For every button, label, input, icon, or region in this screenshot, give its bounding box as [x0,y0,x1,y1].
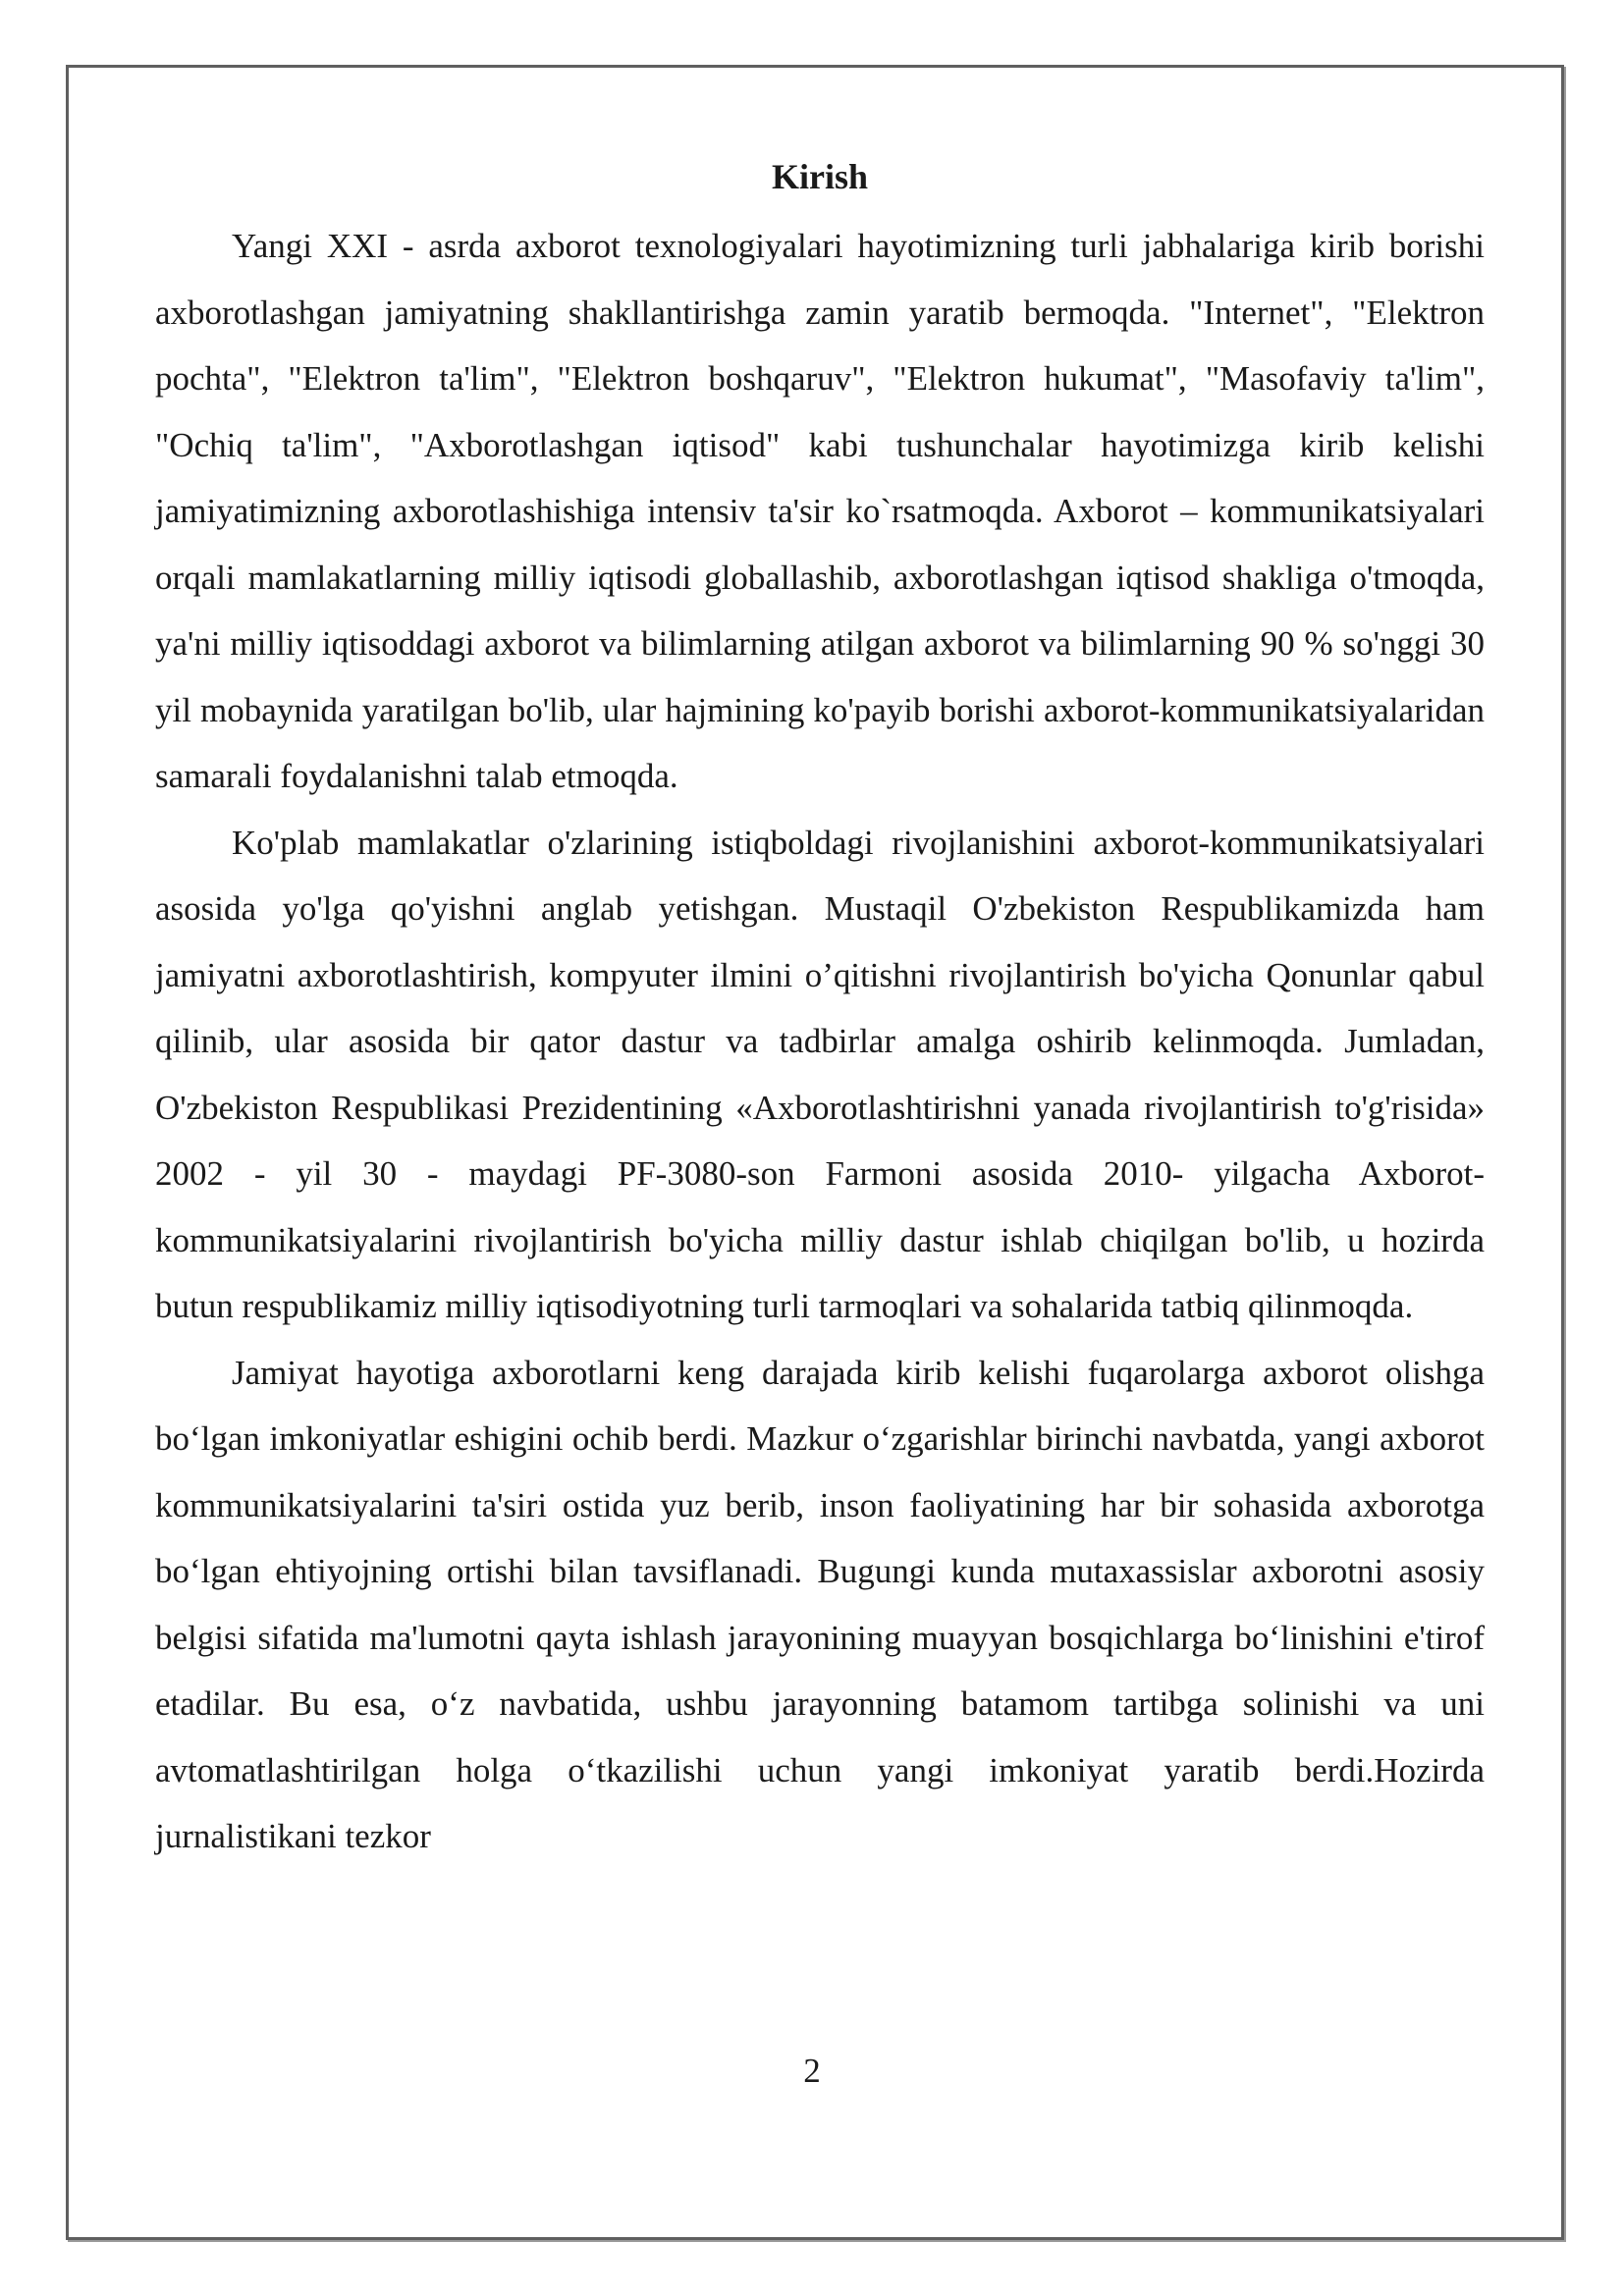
paragraph-1: Yangi XXI - asrda axborot texnologiyalari hayotimizning turli jabhalariga kirib borishi axborotlashgan jamiyatning shakllantirishga zamin yaratib bermoqda. "Internet", "Elektron pochta", "Elektron ta'lim", "Elektron boshqaruv", "Elektron hukumat", "Masofaviy ta'lim", "Ochiq ta'lim", "Axborotlashgan iqtisod" kabi tushunchalar hayotimizga kirib kelishi jamiyatimizning axborotlashishiga intensiv ta'sir ko`rsatmoqda. Axborot – kommunikatsiyalari orqali mamlakatlarning milliy iqtisodi globallashib, axborotlashgan iqtisod shakliga o'tmoqda, ya'ni milliy iqtisoddagi axborot va bilimlarning atilgan axborot va bilimlarning 90 % so'nggi 30 yil mobaynida yaratilgan bo'lib, ular hajmining ko'payib borishi axborot-kommunikatsiyalaridan samarali foydalanishni talab etmoqda. [155,227,1485,795]
page-content [155,152,1485,1870]
paragraph-2: Ko'plab mamlakatlar o'zlarining istiqboldagi rivojlanishini axborot-kommunikatsiyalari asosida yo'lga qo'yishni anglab yetishgan. Mustaqil O'zbekiston Respublikamizda ham jamiyatni axborotlashtirish, kompyuter ilmini o’qitishni rivojlantirish bo'yicha Qonunlar qabul qilinib, ular asosida bir qator dastur va tadbirlar amalga oshirib kelinmoqda. Jumladan, O'zbekiston Respublikasi Prezidentining «Axborotlashtirishni yanada rivojlantirish to'g'risida» 2002 - yil 30 - maydagi PF-3080-son Farmoni asosida 2010- yilgacha Axborot-kommunikatsiyalarini rivojlantirish bo'yicha milliy dastur ishlab chiqilgan bo'lib, u hozirda butun respublikamiz milliy iqtisodiyotning turli tarmoqlari va sohalarida tatbiq qilinmoqda. [155,823,1485,1325]
page-title: Kirish [771,157,868,196]
paragraph-3: Jamiyat hayotiga axborotlarni keng darajada kirib kelishi fuqarolarga axborot olishga bo‘lgan imkoniyatlar eshigini ochib berdi. Mazkur o‘zgarishlar birinchi navbatda, yangi axborot kommunikatsiyalarini ta'siri ostida yuz berib, inson faoliyatining har bir sohasida axborotga bo‘lgan ehtiyojning ortishi bilan tavsiflanadi. Bugungi kunda mutaxassislar axborotni asosiy belgisi sifatida ma'lumotni qayta ishlash jarayonining muayyan bosqichlarga bo‘linishini e'tirof etadilar. Bu esa, o‘z navbatida, ushbu jarayonning batamom tartibga solinishi va uni avtomatlashtirilgan holga o‘tkazilishi uchun yangi imkoniyat yaratib berdi.Hozirda jurnalistikani tezkor [155,1353,1485,1855]
page-number: 2 [803,2052,821,2090]
